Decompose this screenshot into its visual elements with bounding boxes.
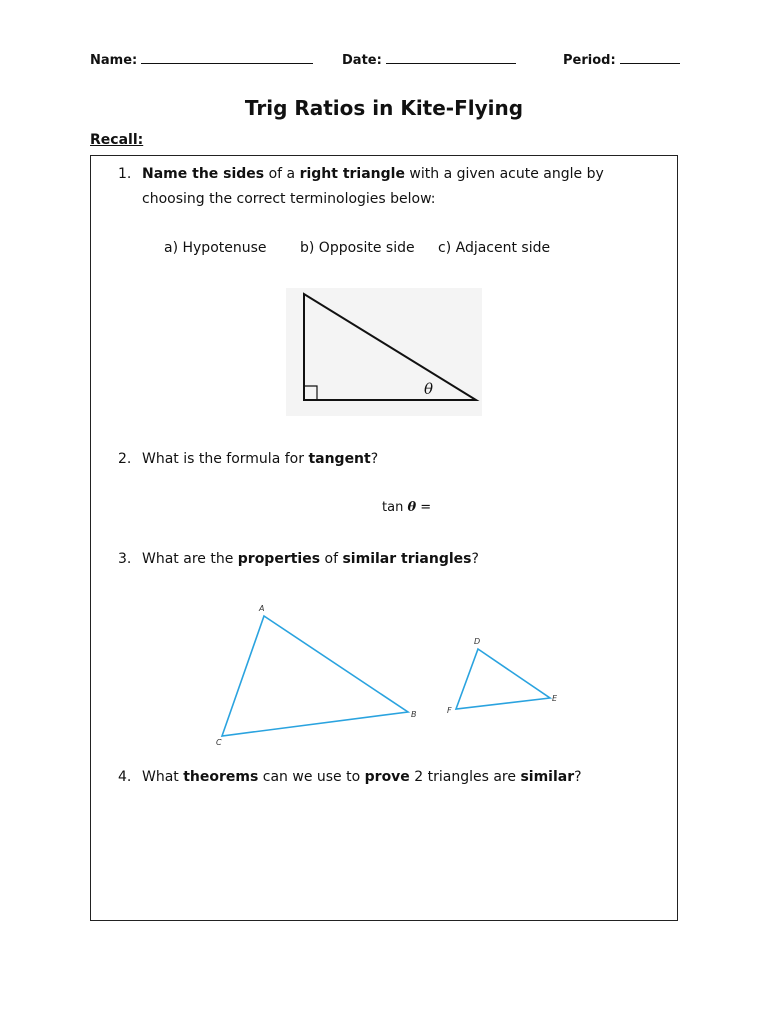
- choice-opposite: b) Opposite side: [300, 240, 415, 256]
- text-plain: can we use to: [258, 769, 365, 785]
- question-number: 3.: [118, 551, 132, 567]
- name-label: Name:: [90, 53, 138, 68]
- vertex-label-a: A: [259, 604, 265, 613]
- text-plain: ?: [574, 769, 582, 785]
- question-2: [118, 447, 658, 472]
- date-field[interactable]: [342, 49, 516, 68]
- text-bold: theorems: [183, 769, 259, 785]
- question-1: [118, 162, 658, 212]
- vertex-label-c: C: [216, 738, 222, 747]
- header: [90, 49, 680, 69]
- theta-label: θ: [424, 380, 434, 398]
- triangle-def: [456, 649, 550, 709]
- text-bold: right triangle: [299, 166, 405, 182]
- question-text: [142, 162, 658, 212]
- date-label: Date:: [342, 53, 382, 68]
- question-3: [118, 547, 658, 572]
- text-plain: of a: [264, 166, 300, 182]
- question-number: 4.: [118, 769, 132, 785]
- text-plain: What is the formula for: [142, 451, 309, 467]
- question-number: 2.: [118, 451, 132, 467]
- triangle-abc: [222, 616, 408, 736]
- recall-box: [90, 155, 678, 921]
- text-bold: properties: [237, 551, 321, 567]
- text-bold: Name the sides: [142, 166, 265, 182]
- question-4: [118, 765, 658, 790]
- text-bold: similar: [520, 769, 575, 785]
- recall-heading: Recall:: [90, 132, 144, 148]
- vertex-label-d: D: [474, 637, 481, 646]
- choice-adjacent: c) Adjacent side: [438, 240, 551, 256]
- name-line[interactable]: [141, 49, 313, 64]
- text-plain: ?: [370, 451, 379, 467]
- vertex-label-b: B: [411, 710, 417, 719]
- text-bold: prove: [364, 769, 410, 785]
- text-plain: of: [320, 551, 343, 567]
- text-plain: 2 triangles are: [409, 769, 521, 785]
- page-title: Trig Ratios in Kite-Flying: [244, 96, 524, 120]
- formula-suffix: =: [416, 500, 432, 515]
- question-text: [142, 547, 658, 572]
- figure-background: [286, 288, 482, 416]
- period-line[interactable]: [620, 49, 680, 64]
- choice-hypotenuse: a) Hypotenuse: [164, 240, 267, 256]
- question-text: [142, 447, 658, 472]
- question-text: [142, 765, 658, 790]
- vertex-label-f: F: [447, 706, 452, 715]
- text-plain: with a given acute angle by choosing the correct terminologies below:: [142, 166, 604, 207]
- period-field[interactable]: [563, 49, 680, 68]
- period-label: Period:: [563, 53, 616, 68]
- date-line[interactable]: [386, 49, 516, 64]
- tangent-formula: [382, 500, 431, 515]
- similar-triangles-figure: [210, 600, 570, 750]
- formula-prefix: tan: [382, 500, 408, 515]
- text-plain: What are the: [142, 551, 238, 567]
- text-plain: What: [142, 769, 184, 785]
- vertex-label-e: E: [552, 694, 558, 703]
- text-plain: ?: [471, 551, 479, 567]
- text-bold: similar triangles: [342, 551, 472, 567]
- text-bold: tangent: [308, 451, 371, 467]
- formula-theta: θ: [407, 500, 417, 515]
- question-number: 1.: [118, 166, 132, 182]
- name-field[interactable]: [90, 49, 313, 68]
- right-triangle-figure: [286, 288, 482, 416]
